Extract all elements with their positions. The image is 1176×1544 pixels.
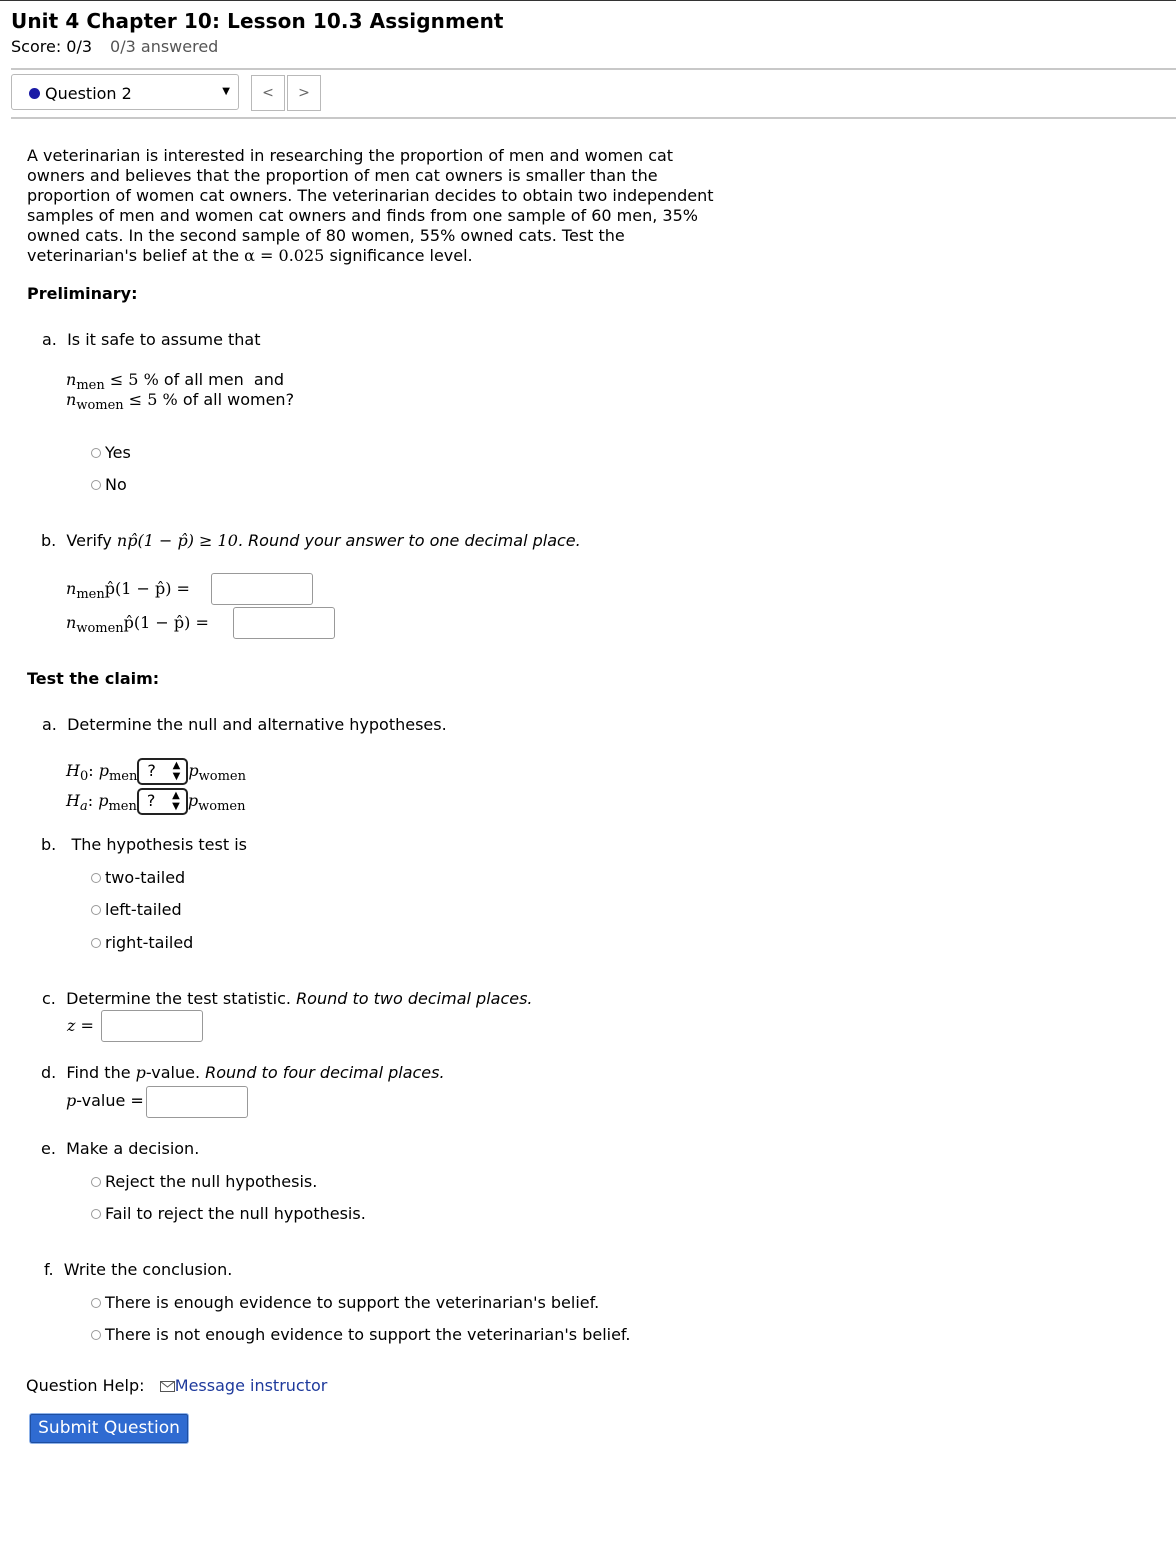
alpha-value: α = 0.025 xyxy=(244,246,325,265)
option-enough-evidence[interactable] xyxy=(91,1293,599,1313)
question-select[interactable] xyxy=(11,74,239,110)
test-d-question xyxy=(41,1063,445,1083)
part-label: a. xyxy=(42,330,57,349)
problem-line: owned cats. In the second sample of 80 women, 55% owned cats. Test the xyxy=(27,226,625,245)
math-var: p xyxy=(135,1063,146,1082)
option-label: Yes xyxy=(105,443,131,462)
math-sub: a xyxy=(79,799,88,814)
part-label: e. xyxy=(41,1139,56,1158)
problem-line: A veterinarian is interested in researching the proportion of men and women cat xyxy=(27,146,674,165)
option-label: There is enough evidence to support the veterinarian's belief. xyxy=(105,1293,600,1312)
math-var: H xyxy=(66,761,80,780)
condition-text: of all men and xyxy=(163,370,285,389)
alt-hypothesis: $H_a$: $p_{men}$ ? ▲ ▼ $p_{women}$ xyxy=(66,790,246,814)
math-var: n xyxy=(66,390,77,409)
select-arrows-icon: ▲ ▼ xyxy=(172,790,180,812)
problem-line: proportion of women cat owners. The veterinarian decides to obtain two independent xyxy=(27,186,714,205)
part-text: Determine the null and alternative hypotheses. xyxy=(67,715,447,734)
math-var: n xyxy=(66,370,77,389)
part-label: c. xyxy=(42,989,56,1008)
instruction-text: Round to four decimal places. xyxy=(205,1063,445,1082)
radio-button[interactable] xyxy=(91,1209,101,1219)
prev-question-button[interactable]: < xyxy=(251,75,285,111)
math-sub: men xyxy=(108,769,138,784)
math-sub: women xyxy=(198,799,246,814)
part-text: Make a decision. xyxy=(66,1139,200,1158)
radio-button[interactable] xyxy=(91,938,101,948)
z-input[interactable] xyxy=(101,1010,203,1042)
envelope-icon xyxy=(160,1381,175,1392)
part-text: The hypothesis test is xyxy=(71,835,247,854)
part-label: a. xyxy=(42,715,57,734)
condition-women xyxy=(66,390,294,416)
prelim-a-question xyxy=(42,330,260,350)
part-text: Is it safe to assume that xyxy=(67,330,261,349)
men-expression xyxy=(66,579,190,605)
pvalue-label xyxy=(66,1091,144,1111)
message-instructor-link[interactable] xyxy=(160,1376,328,1395)
instruction-text: Round your answer to one decimal place. xyxy=(248,531,581,550)
page-title: Unit 4 Chapter 10: Lesson 10.3 Assignment xyxy=(11,9,504,33)
alt-relation-select[interactable] xyxy=(137,788,188,815)
null-hypothesis: $H_0$: $p_{men}$ ? ▲ ▼ $p_{women}$ xyxy=(66,760,246,784)
question-help xyxy=(26,1376,327,1396)
null-relation-select[interactable] xyxy=(137,758,188,785)
radio-button[interactable] xyxy=(91,905,101,915)
preliminary-heading: Preliminary: xyxy=(27,284,138,303)
option-no[interactable] xyxy=(91,475,127,495)
radio-button[interactable] xyxy=(91,873,101,883)
problem-line xyxy=(27,246,747,266)
question-select-label: Question 2 xyxy=(45,84,132,103)
part-label: f. xyxy=(44,1260,54,1279)
math-expr: ≤ 5 % xyxy=(109,370,159,389)
filled-circle-icon xyxy=(29,88,40,99)
option-label: No xyxy=(105,475,127,494)
math-sub: men xyxy=(108,799,137,814)
z-label: z = xyxy=(67,1016,94,1035)
option-two-tailed[interactable] xyxy=(91,868,185,888)
option-yes[interactable] xyxy=(91,443,131,463)
caret-down-icon: ▼ xyxy=(222,86,230,97)
test-c-question xyxy=(42,989,533,1009)
men-answer-input[interactable] xyxy=(211,573,313,605)
part-text: Determine the test statistic. xyxy=(66,989,291,1008)
answered-count: 0/3 answered xyxy=(110,37,219,56)
math-var: H xyxy=(66,791,80,810)
math-sub: women xyxy=(76,398,124,413)
option-label: two-tailed xyxy=(105,868,186,887)
math-var: n xyxy=(66,613,77,632)
problem-text: significance level. xyxy=(329,246,473,265)
math-expr: p̂(1 − p̂) = xyxy=(104,579,190,598)
option-not-enough-evidence[interactable] xyxy=(91,1325,630,1345)
radio-button[interactable] xyxy=(91,1298,101,1308)
radio-button[interactable] xyxy=(91,480,101,490)
part-text: Find the xyxy=(66,1063,131,1082)
math-expr: p̂(1 − p̂) = xyxy=(123,613,209,632)
select-value: ? xyxy=(146,791,156,810)
prelim-b-question xyxy=(41,531,581,551)
part-label: d. xyxy=(41,1063,57,1082)
math-expr: ≤ 5 % xyxy=(128,390,178,409)
select-arrows-icon: ▲ ▼ xyxy=(172,760,181,782)
women-answer-input[interactable] xyxy=(233,607,335,639)
radio-button[interactable] xyxy=(91,448,101,458)
option-label: Fail to reject the null hypothesis. xyxy=(105,1204,366,1223)
test-f-question xyxy=(44,1260,232,1280)
part-text: Write the conclusion. xyxy=(63,1260,233,1279)
math-sub: 0 xyxy=(79,769,89,784)
option-label: Reject the null hypothesis. xyxy=(105,1172,318,1191)
math-sub: men xyxy=(76,587,105,602)
math-sub: women xyxy=(198,769,246,784)
condition-text: of all women? xyxy=(182,390,295,409)
option-fail-to-reject[interactable] xyxy=(91,1204,366,1224)
next-question-button[interactable]: > xyxy=(287,75,321,111)
problem-statement xyxy=(27,146,747,266)
test-e-question xyxy=(41,1139,199,1159)
math-var: p xyxy=(66,1091,77,1110)
radio-button[interactable] xyxy=(91,1330,101,1340)
math-var: p xyxy=(188,761,199,780)
math-var: p xyxy=(98,791,109,810)
nav-divider xyxy=(11,117,1176,119)
submit-question-button[interactable]: Submit Question xyxy=(30,1414,188,1443)
math-var: n xyxy=(66,579,77,598)
test-claim-heading: Test the claim: xyxy=(27,669,160,688)
header-divider xyxy=(11,68,1176,70)
help-label: Question Help: xyxy=(26,1376,145,1395)
math-sub: women xyxy=(76,621,124,636)
instruction-text: Round to two decimal places. xyxy=(296,989,533,1008)
problem-line: owners and believes that the proportion of men cat owners is smaller than the xyxy=(27,166,658,185)
math-expr: np̂(1 − p̂) ≥ 10. xyxy=(116,531,243,550)
option-right-tailed[interactable] xyxy=(91,933,193,953)
part-label: b. xyxy=(41,835,57,854)
pvalue-text: -value = xyxy=(76,1091,144,1110)
part-label: b. xyxy=(41,531,57,550)
problem-line: samples of men and women cat owners and finds from one sample of 60 men, 35% xyxy=(27,206,698,225)
part-text: Verify xyxy=(66,531,112,550)
option-label: right-tailed xyxy=(105,933,194,952)
problem-text: veterinarian's belief at the xyxy=(27,246,240,265)
math-sub: men xyxy=(76,378,105,393)
score-text: Score: 0/3 xyxy=(11,37,93,56)
math-var: p xyxy=(187,791,199,810)
test-a-question xyxy=(42,715,447,735)
option-label: There is not enough evidence to support the veterinarian's belief. xyxy=(105,1325,631,1344)
link-text: Message instructor xyxy=(174,1376,328,1395)
math-var: p xyxy=(98,761,109,780)
radio-button[interactable] xyxy=(91,1177,101,1187)
test-b-question xyxy=(41,835,247,855)
pvalue-input[interactable] xyxy=(146,1086,248,1118)
select-value: ? xyxy=(147,761,156,780)
option-left-tailed[interactable] xyxy=(91,900,182,920)
option-label: left-tailed xyxy=(105,900,182,919)
option-reject[interactable] xyxy=(91,1172,317,1192)
women-expression xyxy=(66,613,209,639)
score-line xyxy=(11,37,218,56)
part-text: -value. xyxy=(145,1063,201,1082)
